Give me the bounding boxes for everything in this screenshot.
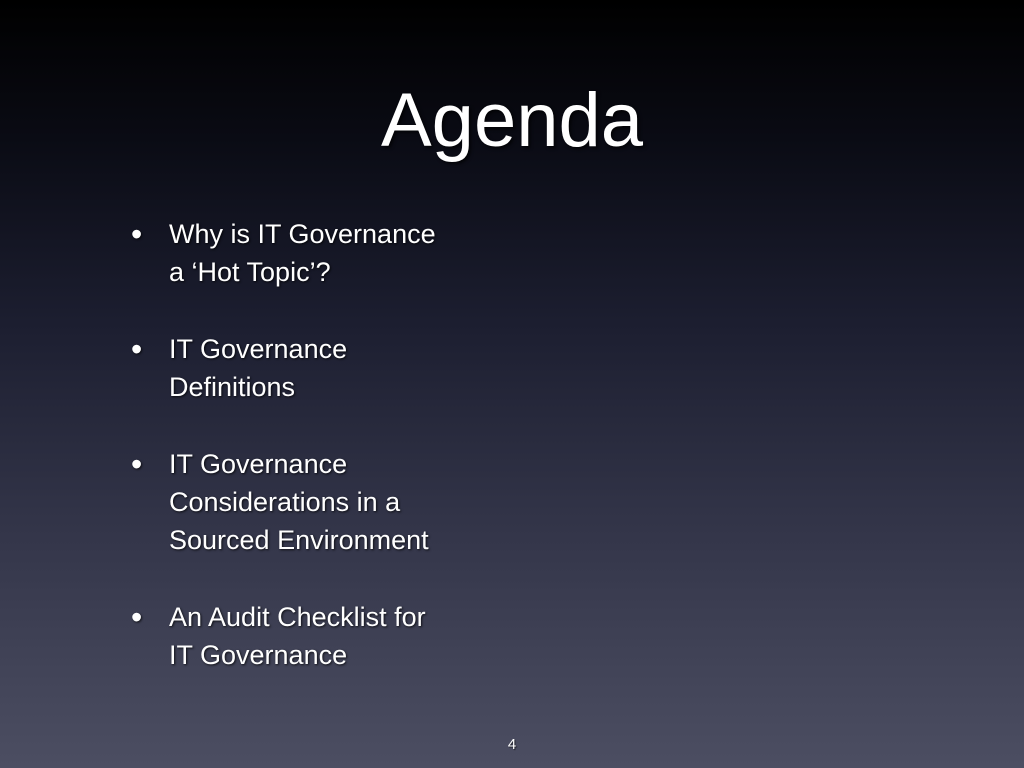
bullet-dot-icon: •	[131, 599, 143, 635]
bullet-dot-icon: •	[131, 331, 143, 367]
agenda-item-line: IT Governance	[169, 640, 348, 670]
agenda-list	[128, 215, 508, 713]
agenda-item-line: a ‘Hot Topic’?	[169, 257, 331, 287]
agenda-item-line: IT Governance	[169, 334, 348, 364]
agenda-item-line: Sourced Environment	[169, 525, 429, 555]
agenda-item	[128, 598, 508, 674]
agenda-item-line: IT Governance	[169, 449, 348, 479]
agenda-item-line: Considerations in a	[169, 487, 401, 517]
agenda-item	[128, 330, 508, 406]
slide-title: Agenda	[380, 78, 644, 163]
agenda-item	[128, 215, 508, 291]
page-number: 4	[507, 736, 517, 753]
agenda-item-line: An Audit Checklist for	[169, 602, 426, 632]
agenda-item-line: Definitions	[169, 372, 296, 402]
bullet-dot-icon: •	[131, 446, 143, 482]
bullet-dot-icon: •	[131, 216, 143, 252]
agenda-item-line: Why is IT Governance	[169, 219, 436, 249]
agenda-item	[128, 445, 508, 559]
